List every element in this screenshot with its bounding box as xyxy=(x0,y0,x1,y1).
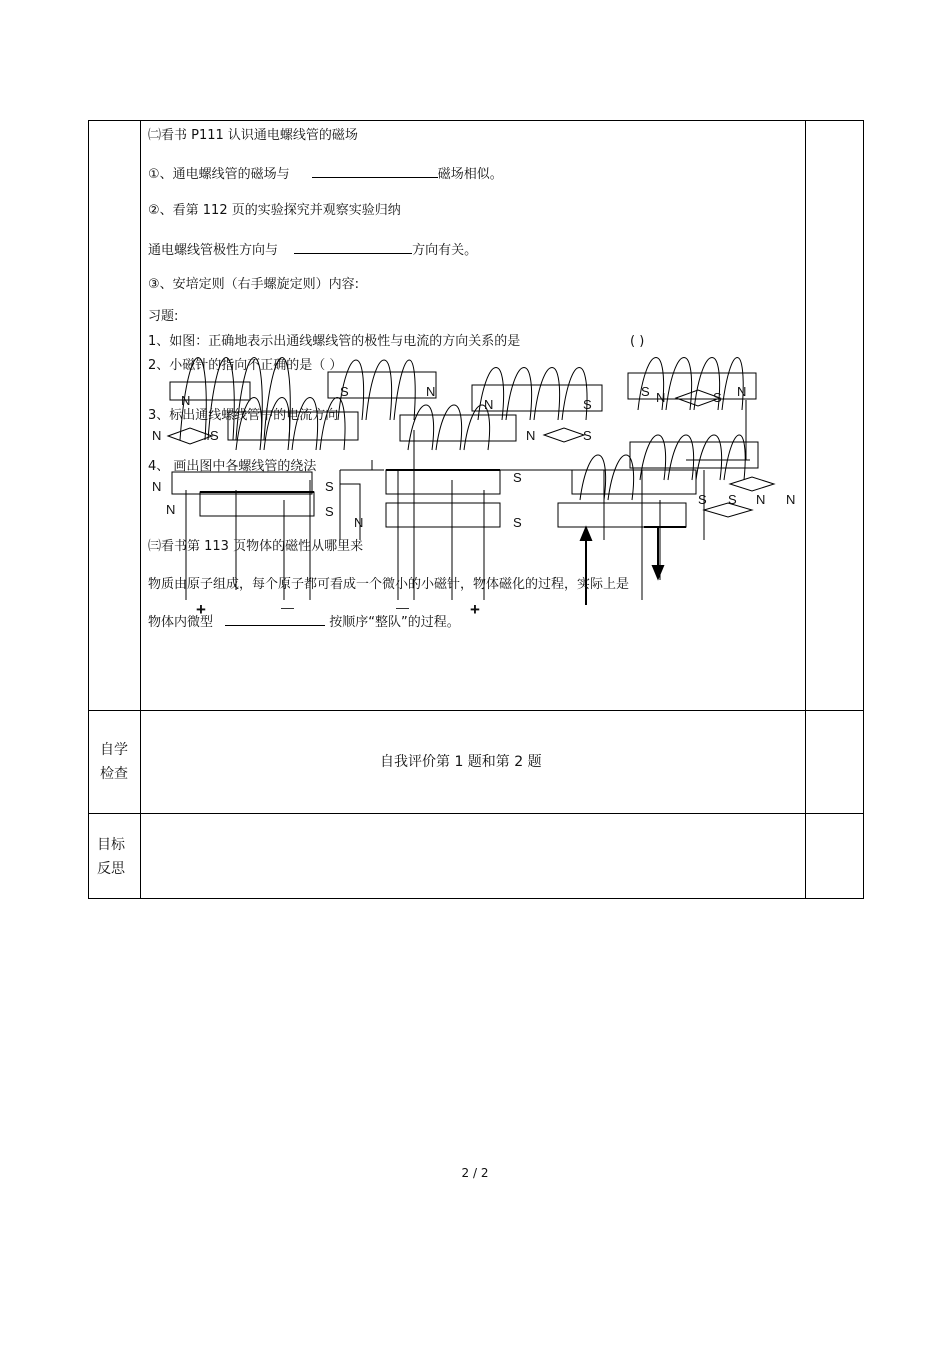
self-check-content: 自我评价第 1 题和第 2 题 xyxy=(380,754,542,770)
pole-label-s: S xyxy=(513,515,522,530)
pole-label-s: S xyxy=(340,384,349,399)
coil-winding xyxy=(580,455,634,500)
solenoid-core xyxy=(400,415,516,441)
current-arrow-up-head xyxy=(581,528,591,540)
exercise-3: 3、标出通线螺线管中的电流方向 xyxy=(148,408,339,423)
pole-label-s: S xyxy=(698,492,707,507)
compass-needle xyxy=(544,428,584,442)
pole-label-s: S xyxy=(325,504,334,519)
goal-reflection-label-line-2: 反思 xyxy=(97,861,125,877)
solenoid-core xyxy=(386,503,500,527)
goal-reflection-label xyxy=(86,833,136,881)
pole-label-s: S xyxy=(513,470,522,485)
question-1-suffix: 磁场相似。 xyxy=(437,167,503,182)
section3-paragraph-1: 物质由原子组成，每个原子都可看成一个微小的小磁针，物体磁化的过程，实际上是 xyxy=(148,577,630,592)
terminal-plus: + xyxy=(470,600,480,619)
question-1-text: ①、通电螺线管的磁场与 xyxy=(148,167,290,182)
pole-label-n: N xyxy=(426,384,436,399)
question-2: ②、看第 112 页的实验探究并观察实验归纳 xyxy=(148,203,401,218)
pole-label-n: N xyxy=(181,393,191,408)
self-check-label-line-2: 检查 xyxy=(100,766,128,782)
section2-heading: ㈡看书 P111 认识通电螺线管的磁场 xyxy=(148,128,358,143)
section3-paragraph-2-suffix: 按顺序“整队”的过程。 xyxy=(329,615,460,630)
table-border-bottom xyxy=(88,898,864,899)
solenoid-core xyxy=(172,472,312,494)
pole-label-n: N xyxy=(152,479,162,494)
question-2b-text: 通电螺线管极性方向与 xyxy=(148,243,279,258)
pole-label-n: N xyxy=(737,384,747,399)
coil-lead xyxy=(340,460,572,470)
section3-paragraph-2 xyxy=(148,613,460,631)
table-row-divider-2 xyxy=(88,813,864,814)
pole-label-s: S xyxy=(641,384,650,399)
question-3: ③、安培定则（右手螺旋定则）内容: xyxy=(148,277,360,292)
coil-winding xyxy=(638,358,743,411)
pole-label-n: N xyxy=(656,390,666,405)
pole-label-s: S xyxy=(583,397,592,412)
exercises-title: 习题: xyxy=(148,309,179,324)
pole-label-n: N xyxy=(354,515,364,530)
section3-paragraph-2-text: 物体内微型 xyxy=(148,615,214,630)
pole-label-n: N xyxy=(756,492,766,507)
pole-label-n: N xyxy=(786,492,796,507)
coil-winding xyxy=(408,405,490,450)
goal-reflection-content[interactable] xyxy=(142,815,804,897)
terminal-plus: + xyxy=(196,600,206,619)
exercise-1-answer-paren[interactable]: ( ) xyxy=(630,334,645,349)
solenoid-core xyxy=(386,470,500,494)
pole-label-n: N xyxy=(166,502,176,517)
self-check-label xyxy=(89,738,139,786)
pole-label-s: S xyxy=(713,390,722,405)
solenoid-core xyxy=(200,492,314,516)
exercise-2: 2、小磁针的指向不正确的是（ ） xyxy=(148,358,343,373)
terminal-minus: — xyxy=(281,600,294,615)
exercise-1: 1、如图：正确地表示出通线螺线管的极性与电流的方向关系的是 xyxy=(148,334,521,349)
coil-lead xyxy=(398,430,484,600)
section3-heading: ㈢看书第 113 页物体的磁性从哪里来 xyxy=(148,539,364,554)
pole-label-s: S xyxy=(325,479,334,494)
solenoid-core xyxy=(558,503,686,527)
self-check-label-line-1: 自学 xyxy=(100,742,128,758)
terminal-minus: — xyxy=(396,600,409,615)
pole-label-n: N xyxy=(152,428,162,443)
pole-label-s: S xyxy=(210,428,219,443)
answer-blank-3[interactable] xyxy=(225,613,325,626)
coil-winding xyxy=(478,368,587,421)
pole-label-n: N xyxy=(526,428,536,443)
exercise-4: 4、 画出图中各螺线管的绕法 xyxy=(148,459,317,474)
pole-label-n: N xyxy=(484,397,494,412)
pole-label-s: S xyxy=(728,492,737,507)
coil-winding xyxy=(180,358,290,441)
goal-reflection-label-line-1: 目标 xyxy=(97,837,125,853)
question-2b-suffix: 方向有关。 xyxy=(412,243,478,258)
compass-needle xyxy=(730,477,774,491)
pole-label-s: S xyxy=(583,428,592,443)
page-number: 2 / 2 xyxy=(461,1166,489,1180)
current-arrow-down-head xyxy=(653,566,663,578)
coil-winding xyxy=(338,360,415,420)
table-row-divider-1 xyxy=(88,710,864,711)
